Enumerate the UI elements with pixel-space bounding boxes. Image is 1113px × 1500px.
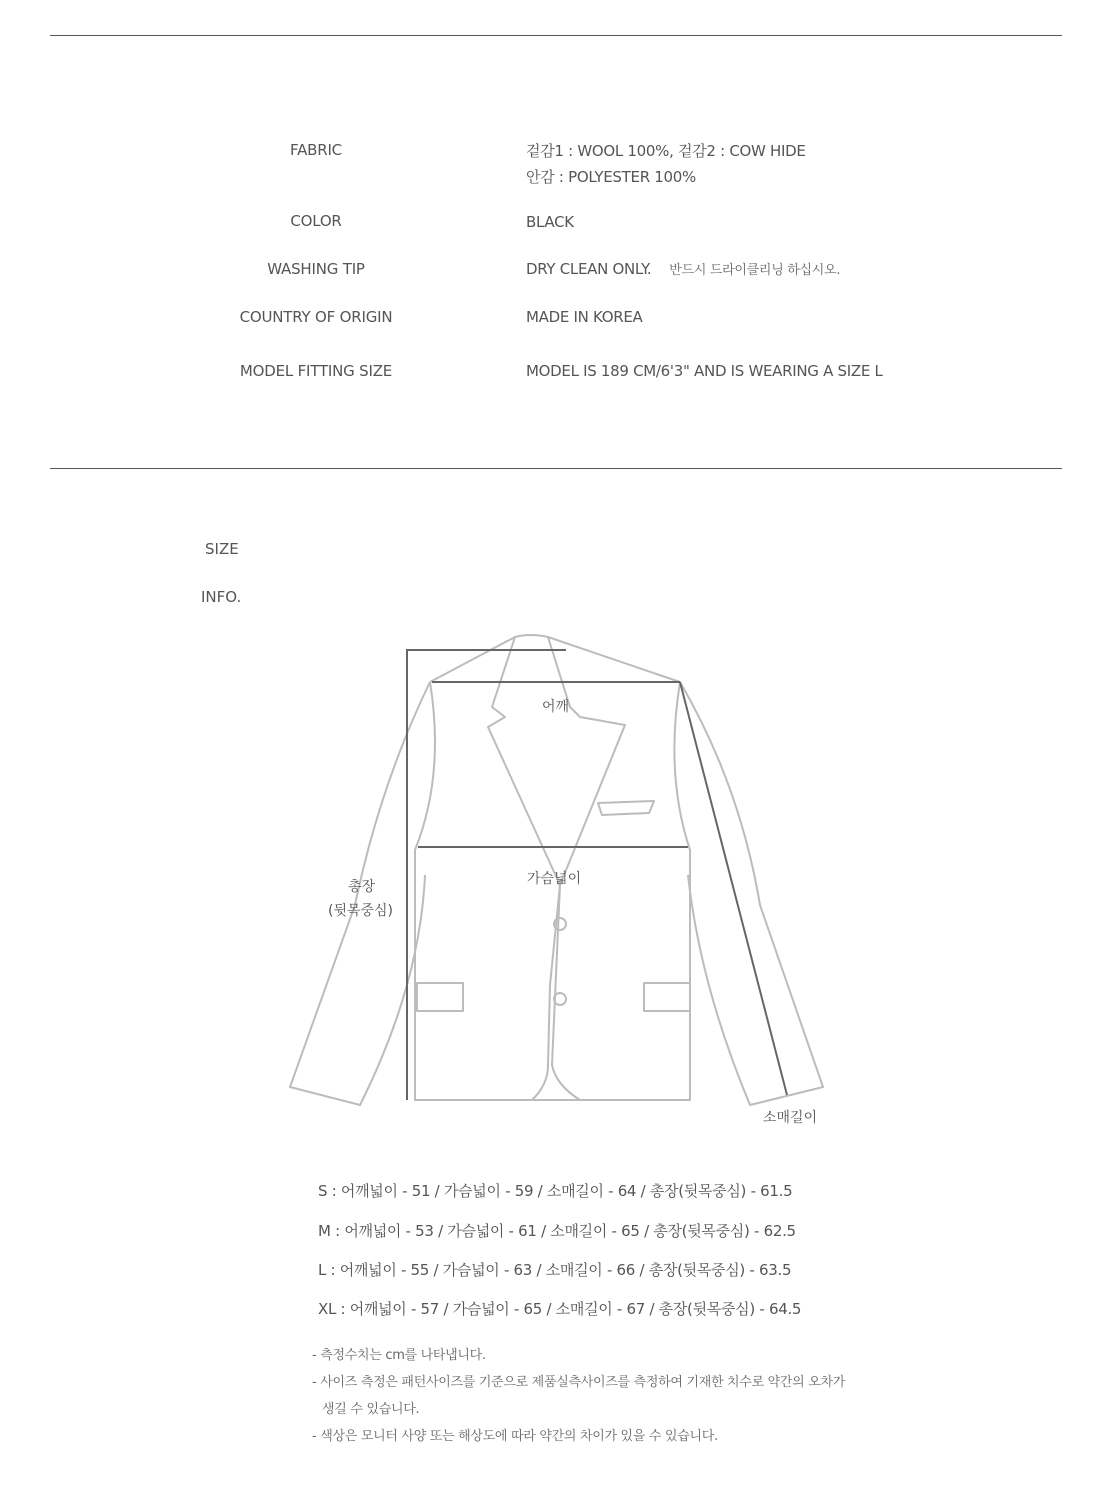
left-pocket bbox=[417, 983, 463, 1011]
spec-value-fabric-line1: 겉감1 : WOOL 100%, 겉감2 : COW HIDE bbox=[526, 142, 806, 160]
spec-value-fabric bbox=[526, 138, 806, 190]
size-row-xl: XL : 어깨넓이 - 57 / 가슴넓이 - 65 / 소매길이 - 67 / 총장(뒷목중심) - 64.5 bbox=[318, 1300, 802, 1318]
size-info-title-line2: INFO. bbox=[201, 588, 242, 606]
size-info-title-line1: SIZE bbox=[205, 540, 239, 558]
note-color: - 색상은 모니터 사양 또는 해상도에 따라 약간의 차이가 있을 수 있습니다. bbox=[312, 1429, 718, 1444]
size-row-m: M : 어깨넓이 - 53 / 가슴넓이 - 61 / 소매길이 - 65 / 총장(뒷목중심) - 62.5 bbox=[318, 1222, 796, 1240]
spec-value-washing-tip bbox=[526, 256, 840, 284]
right-pocket bbox=[644, 983, 690, 1011]
middle-divider bbox=[50, 468, 1062, 469]
sleeve-measure-line bbox=[680, 682, 787, 1095]
shoulder-label: 어깨 bbox=[542, 699, 570, 715]
spec-value-model-size: MODEL IS 189 CM/6'3" AND IS WEARING A SIZE L bbox=[526, 362, 883, 380]
chest-pocket bbox=[598, 801, 654, 815]
spec-label-fabric: FABRIC bbox=[290, 141, 342, 159]
spec-label-model-size: MODEL FITTING SIZE bbox=[239, 362, 393, 380]
spec-value-washing-tip-text: DRY CLEAN ONLY. bbox=[526, 260, 652, 278]
size-row-s: S : 어깨넓이 - 51 / 가슴넓이 - 59 / 소매길이 - 64 / 총장(뒷목중심) - 61.5 bbox=[318, 1182, 793, 1200]
jacket-illustration bbox=[280, 625, 840, 1135]
note-measure: - 사이즈 측정은 패턴사이즈를 기준으로 제품실측사이즈를 측정하여 기재한 치수로 약간의 오차가 bbox=[312, 1375, 846, 1390]
jacket-size-diagram bbox=[280, 625, 840, 1135]
spec-label-color: COLOR bbox=[290, 212, 342, 230]
sleeve-label: 소매길이 bbox=[763, 1110, 818, 1126]
length-label-line2: (뒷목중심) bbox=[328, 903, 394, 919]
length-label-line1: 총장 bbox=[348, 879, 376, 895]
right-body-outline bbox=[560, 682, 690, 1100]
right-sleeve-outline bbox=[680, 682, 823, 1105]
spec-label-country: COUNTRY OF ORIGIN bbox=[239, 308, 393, 326]
chest-label: 가슴넓이 bbox=[527, 871, 582, 887]
spec-label-washing-tip: WASHING TIP bbox=[267, 260, 365, 278]
spec-value-fabric-line2: 안감 : POLYESTER 100% bbox=[526, 168, 696, 186]
size-row-l: L : 어깨넓이 - 55 / 가슴넓이 - 63 / 소매길이 - 66 / 총장(뒷목중심) - 63.5 bbox=[318, 1261, 792, 1279]
spec-value-country: MADE IN KOREA bbox=[526, 308, 643, 326]
washing-tip-note: 반드시 드라이클리닝 하십시오. bbox=[669, 263, 841, 278]
spec-value-color: BLACK bbox=[526, 213, 574, 231]
note-unit: - 측정수치는 cm를 나타냅니다. bbox=[312, 1348, 486, 1363]
left-body-outline bbox=[415, 682, 560, 1100]
top-divider bbox=[50, 35, 1062, 36]
note-measure-cont: 생길 수 있습니다. bbox=[322, 1402, 420, 1417]
